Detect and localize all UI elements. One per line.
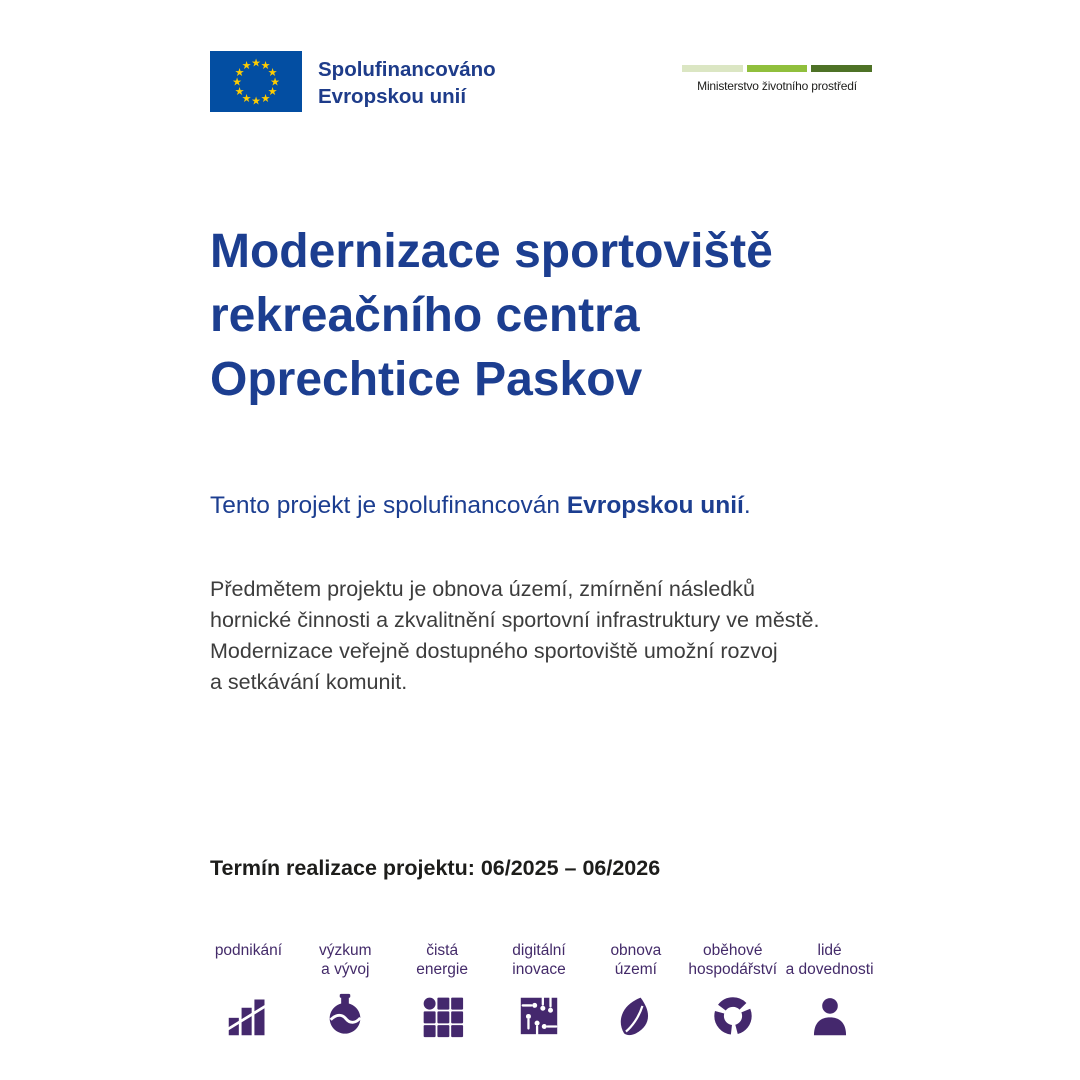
project-description <box>210 574 819 698</box>
svg-text:★: ★ <box>251 94 261 108</box>
svg-text:★: ★ <box>251 56 261 70</box>
svg-text:★: ★ <box>241 91 252 105</box>
svg-text:★: ★ <box>260 59 271 72</box>
circuit-board-icon <box>491 986 588 1038</box>
project-title <box>210 220 773 412</box>
ministry-bars-icon <box>682 65 872 72</box>
ministry-bar-mid <box>747 65 808 72</box>
priority-label: podnikání <box>214 942 283 959</box>
priority-label: lidé a dovednosti <box>785 942 874 978</box>
project-description-line1: Předmětem projektu je obnova území, zmírnění následků <box>210 577 755 601</box>
priority-label: obnova území <box>610 942 662 978</box>
priority-podnikani <box>200 941 297 1038</box>
project-description-line4: a setkávání komunit. <box>210 670 408 694</box>
svg-text:★: ★ <box>234 84 245 98</box>
svg-text:★: ★ <box>232 75 242 89</box>
project-timeline: Termín realizace projektu: 06/2025 – 06/2026 <box>210 856 661 880</box>
cofinance-note-emphasis: Evropskou unií <box>566 492 744 519</box>
priority-label: oběhové hospodářství <box>688 942 778 978</box>
priority-digitalni-inovace <box>491 941 588 1038</box>
cofinance-note <box>210 492 751 520</box>
project-description-line2: hornické činnosti a zkvalitnění sportovní infrastruktury ve městě. <box>210 608 820 632</box>
person-icon <box>781 986 878 1038</box>
eu-cofinance-line1: Spolufinancováno <box>318 58 496 81</box>
cofinance-note-prefix: Tento projekt je spolufinancován <box>210 492 567 519</box>
priority-label: výzkum a vývoj <box>319 942 372 978</box>
ministry-logo <box>682 65 872 93</box>
svg-text:★: ★ <box>267 84 278 98</box>
flask-icon <box>297 986 394 1038</box>
priority-label: digitální inovace <box>512 942 566 978</box>
priority-lide-a-dovednosti <box>781 941 878 1038</box>
ministry-bar-light <box>682 65 743 72</box>
priority-cista-energie <box>394 941 491 1038</box>
priorities-strip <box>200 941 878 1038</box>
priority-vyzkum-a-vyvoj <box>297 941 394 1038</box>
project-title-line1: Modernizace sportoviště <box>210 225 773 278</box>
solar-panel-icon <box>394 986 491 1038</box>
circular-arrows-icon <box>684 986 781 1038</box>
svg-text:★: ★ <box>241 59 252 72</box>
svg-text:★: ★ <box>270 75 280 89</box>
priority-label: čistá energie <box>416 942 468 978</box>
priority-obnova-uzemi <box>587 941 684 1038</box>
svg-text:★: ★ <box>260 91 271 105</box>
ministry-bar-dark <box>811 65 872 72</box>
eu-cofinance-line2: Evropskou unií <box>318 85 467 108</box>
project-description-line3: Modernizace veřejně dostupného sportoviště umožní rozvoj <box>210 639 778 663</box>
project-title-line2: rekreačního centra <box>210 289 640 342</box>
cofinance-note-suffix: . <box>743 492 751 519</box>
ministry-name: Ministerstvo životního prostředí <box>697 79 857 93</box>
svg-text:★: ★ <box>234 65 245 79</box>
eu-cofinance-label <box>318 56 496 110</box>
leaf-icon <box>587 986 684 1038</box>
eu-flag-icon <box>210 51 302 117</box>
bar-chart-icon <box>200 986 297 1038</box>
project-title-line3: Oprechtice Paskov <box>210 353 643 406</box>
svg-text:★: ★ <box>267 65 278 79</box>
priority-obehove-hospodarstvi <box>684 941 781 1038</box>
